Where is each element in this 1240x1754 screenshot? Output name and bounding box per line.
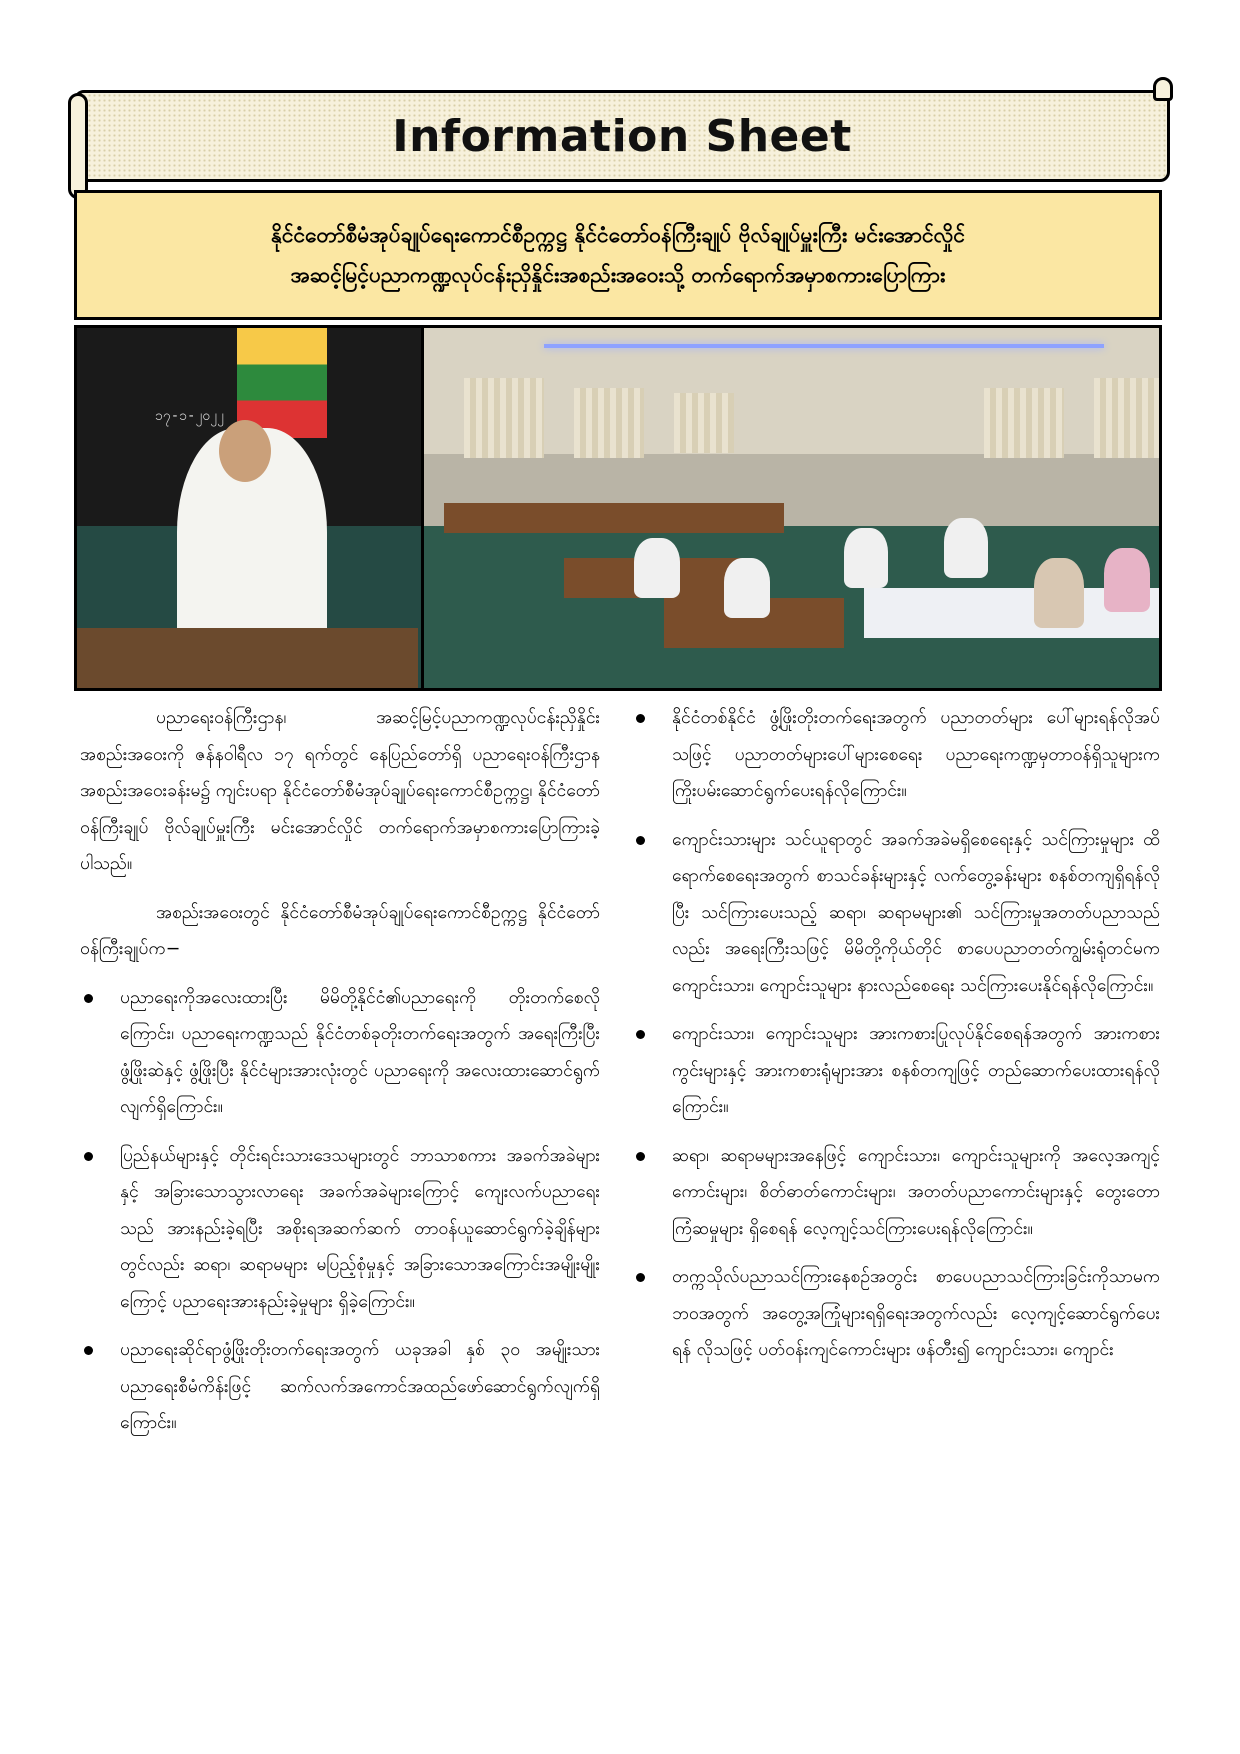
list-item: ပညာရေးဆိုင်ရာဖွံ့ဖြိုးတိုးတက်ရေးအတွက် ယခုအခါ နှစ် ၃၀ အမျိုးသားပညာရေးစီမံကိန်းဖြင့် ဆက်လက်အကောင်အထည်ဖော်ဆောင်ရွက်လျက်ရှိကြောင်း။ <box>80 1332 600 1442</box>
ceiling-light <box>544 344 1104 348</box>
curtain <box>574 388 644 458</box>
photo-strip <box>74 325 1162 691</box>
scroll-curl-left <box>68 93 88 199</box>
page-title: Information Sheet <box>392 110 852 162</box>
bullet-list-left <box>80 980 600 1442</box>
headline-line-2: အဆင့်မြင့်ပညာကဏ္ဍလုပ်ငန်းညှိနှိုင်းအစည်းအဝေးသို့ တက်ရောက်အမှာစကားပြောကြား <box>290 263 946 287</box>
intro-paragraph-2: အစည်းအဝေးတွင် နိုင်ငံတော်စီမံအုပ်ချုပ်ရေးကောင်စီဥက္ကဋ္ဌ နိုင်ငံတော်ဝန်ကြီးချုပ်က− <box>80 902 600 959</box>
attendee-figure <box>1034 558 1084 628</box>
podium-desk <box>77 628 418 688</box>
list-item: ပညာရေးကိုအလေးထားပြီး မိမိတို့နိုင်ငံ၏ပညာရေးကို တိုးတက်စေလိုကြောင်း၊ ပညာရေးကဏ္ဍသည် နိုင်ငံတစ်ခုတိုးတက်ရေးအတွက် အရေးကြီးပြီး ဖွံ့ဖြိုးဆဲနှင့် ဖွံ့ဖြိုးပြီး နိုင်ငံများအားလုံးတွင် ပညာရေးကို အလေးထားဆောင်ရွက်လျက်ရှိကြောင်း။ <box>80 980 600 1126</box>
list-item: ဆရာ၊ ဆရာမများအနေဖြင့် ကျောင်းသား၊ ကျောင်းသူများကို အလေ့အကျင့်ကောင်းများ၊ စိတ်ဓာတ်ကောင်းများ၊ အတတ်ပညာကောင်းများနှင့် တွေးတောကြံဆမှုများ ရှိစေရန် လေ့ကျင့်သင်ကြားပေးရန်လိုကြောင်း။ <box>632 1138 1160 1248</box>
list-item: ကျောင်းသား၊ ကျောင်းသူများ အားကစားပြုလုပ်နိုင်စေရန်အတွက် အားကစားကွင်းများနှင့် အားကစားရုံများအား စနစ်တကျဖြင့် တည်ဆောက်ပေးထားရန်လိုကြောင်း။ <box>632 1016 1160 1126</box>
date-sign: ၁၇-၁-၂၀၂၂ <box>155 408 224 424</box>
attendee-figure <box>944 518 988 578</box>
attendee-figure <box>724 558 770 618</box>
list-item: နိုင်ငံတစ်နိုင်ငံ ဖွံ့ဖြိုးတိုးတက်ရေးအတွက် ပညာတတ်များ ပေါ်များရန်လိုအပ်သဖြင့် ပညာတတ်များပေါ်များစေရေး ပညာရေးကဏ္ဍမှတာဝန်ရှိသူများက ကြိုးပမ်းဆောင်ရွက်ပေးရန်လိုကြောင်း။ <box>632 700 1160 810</box>
list-item: တက္ကသိုလ်ပညာသင်ကြားနေစဉ်အတွင်း စာပေပညာသင်ကြားခြင်းကိုသာမက ဘဝအတွက် အတွေ့အကြုံများရရှိရေးအတွက်လည်း လေ့ကျင့်ဆောင်ရွက်ပေးရန် လိုသဖြင့် ပတ်ဝန်းကျင်ကောင်းများ ဖန်တီး၍ ကျောင်းသား၊ ကျောင်း <box>632 1259 1160 1369</box>
curtain <box>1094 378 1159 458</box>
attendee-figure <box>844 528 888 588</box>
attendee-figure <box>1104 548 1150 612</box>
list-item: ကျောင်းသားများ သင်ယူရာတွင် အခက်အခဲမရှိစေရေးနှင့် သင်ကြားမှုများ ထိရောက်စေရေးအတွက် စာသင်ခန်းများနှင့် လက်တွေ့ခန်းများ စနစ်တကျရှိရန်လိုပြီး သင်ကြားပေးသည့် ဆရာ၊ ဆရာမများ၏ သင်ကြားမှုအတတ်ပညာသည်လည်း အရေးကြီးသဖြင့် မိမိတို့ကိုယ်တိုင် စာပေပညာတတ်ကျွမ်းရုံတင်မက ကျောင်းသား၊ ကျောင်းသူများ နားလည်စေရေး သင်ကြားပေးနိုင်ရန်လိုကြောင်း။ <box>632 822 1160 1005</box>
left-column <box>80 700 600 1454</box>
intro-paragraph: ပညာရေးဝန်ကြီးဌာန၊ အဆင့်မြင့်ပညာကဏ္ဍလုပ်ငန်းညှိနှိုင်းအစည်းအဝေးကို ဇန်နဝါရီလ ၁၇ ရက်တွင် နေပြည်တော်ရှိ ပညာရေးဝန်ကြီးဌာနအစည်းအဝေးခန်းမ၌ ကျင်းပရာ နိုင်ငံတော်စီမံအုပ်ချုပ်ရေးကောင်စီဥက္ကဋ္ဌ၊ နိုင်ငံတော်ဝန်ကြီးချုပ် ဗိုလ်ချုပ်မှူးကြီး မင်းအောင်လှိုင် တက်ရောက်အမှာစကားပြောကြားခဲ့ပါသည်။ <box>80 708 600 874</box>
speaker-head <box>219 420 271 482</box>
scroll-curl-right <box>1153 77 1173 101</box>
title-banner <box>74 90 1170 182</box>
curtain <box>464 378 544 458</box>
curtain <box>984 388 1064 458</box>
headline-box <box>74 190 1162 320</box>
bullet-list-right <box>632 700 1160 1369</box>
meeting-desk <box>444 503 784 533</box>
attendee-figure <box>634 538 680 598</box>
headline-line-1: နိုင်ငံတော်စီမံအုပ်ချုပ်ရေးကောင်စီဥက္ကဋ္ဌ နိုင်ငံတော်ဝန်ကြီးချုပ် ဗိုလ်ချုပ်မှူးကြီး မင်းအောင်လှိုင် <box>270 222 965 247</box>
list-item: ပြည်နယ်များနှင့် တိုင်းရင်းသားဒေသများတွင် ဘာသာစကား အခက်အခဲများနှင့် အခြားသောသွားလာရေး အခက်အခဲများကြောင့် ကျေးလက်ပညာရေးသည် အားနည်းခဲ့ရပြီး အစိုးရအဆက်ဆက် တာဝန်ယူဆောင်ရွက်ခဲ့ချိန်များတွင်လည်း ဆရာ၊ ဆရာမများ မပြည့်စုံမှုနှင့် အခြားသောအကြောင်းအမျိုးမျိုးကြောင့် ပညာရေးအားနည်းခဲ့မှုများ ရှိခဲ့ကြောင်း။ <box>80 1138 600 1321</box>
photo-meeting-hall <box>424 328 1159 688</box>
photo-speaker <box>77 328 424 688</box>
curtain <box>674 393 734 453</box>
right-column <box>632 700 1160 1381</box>
